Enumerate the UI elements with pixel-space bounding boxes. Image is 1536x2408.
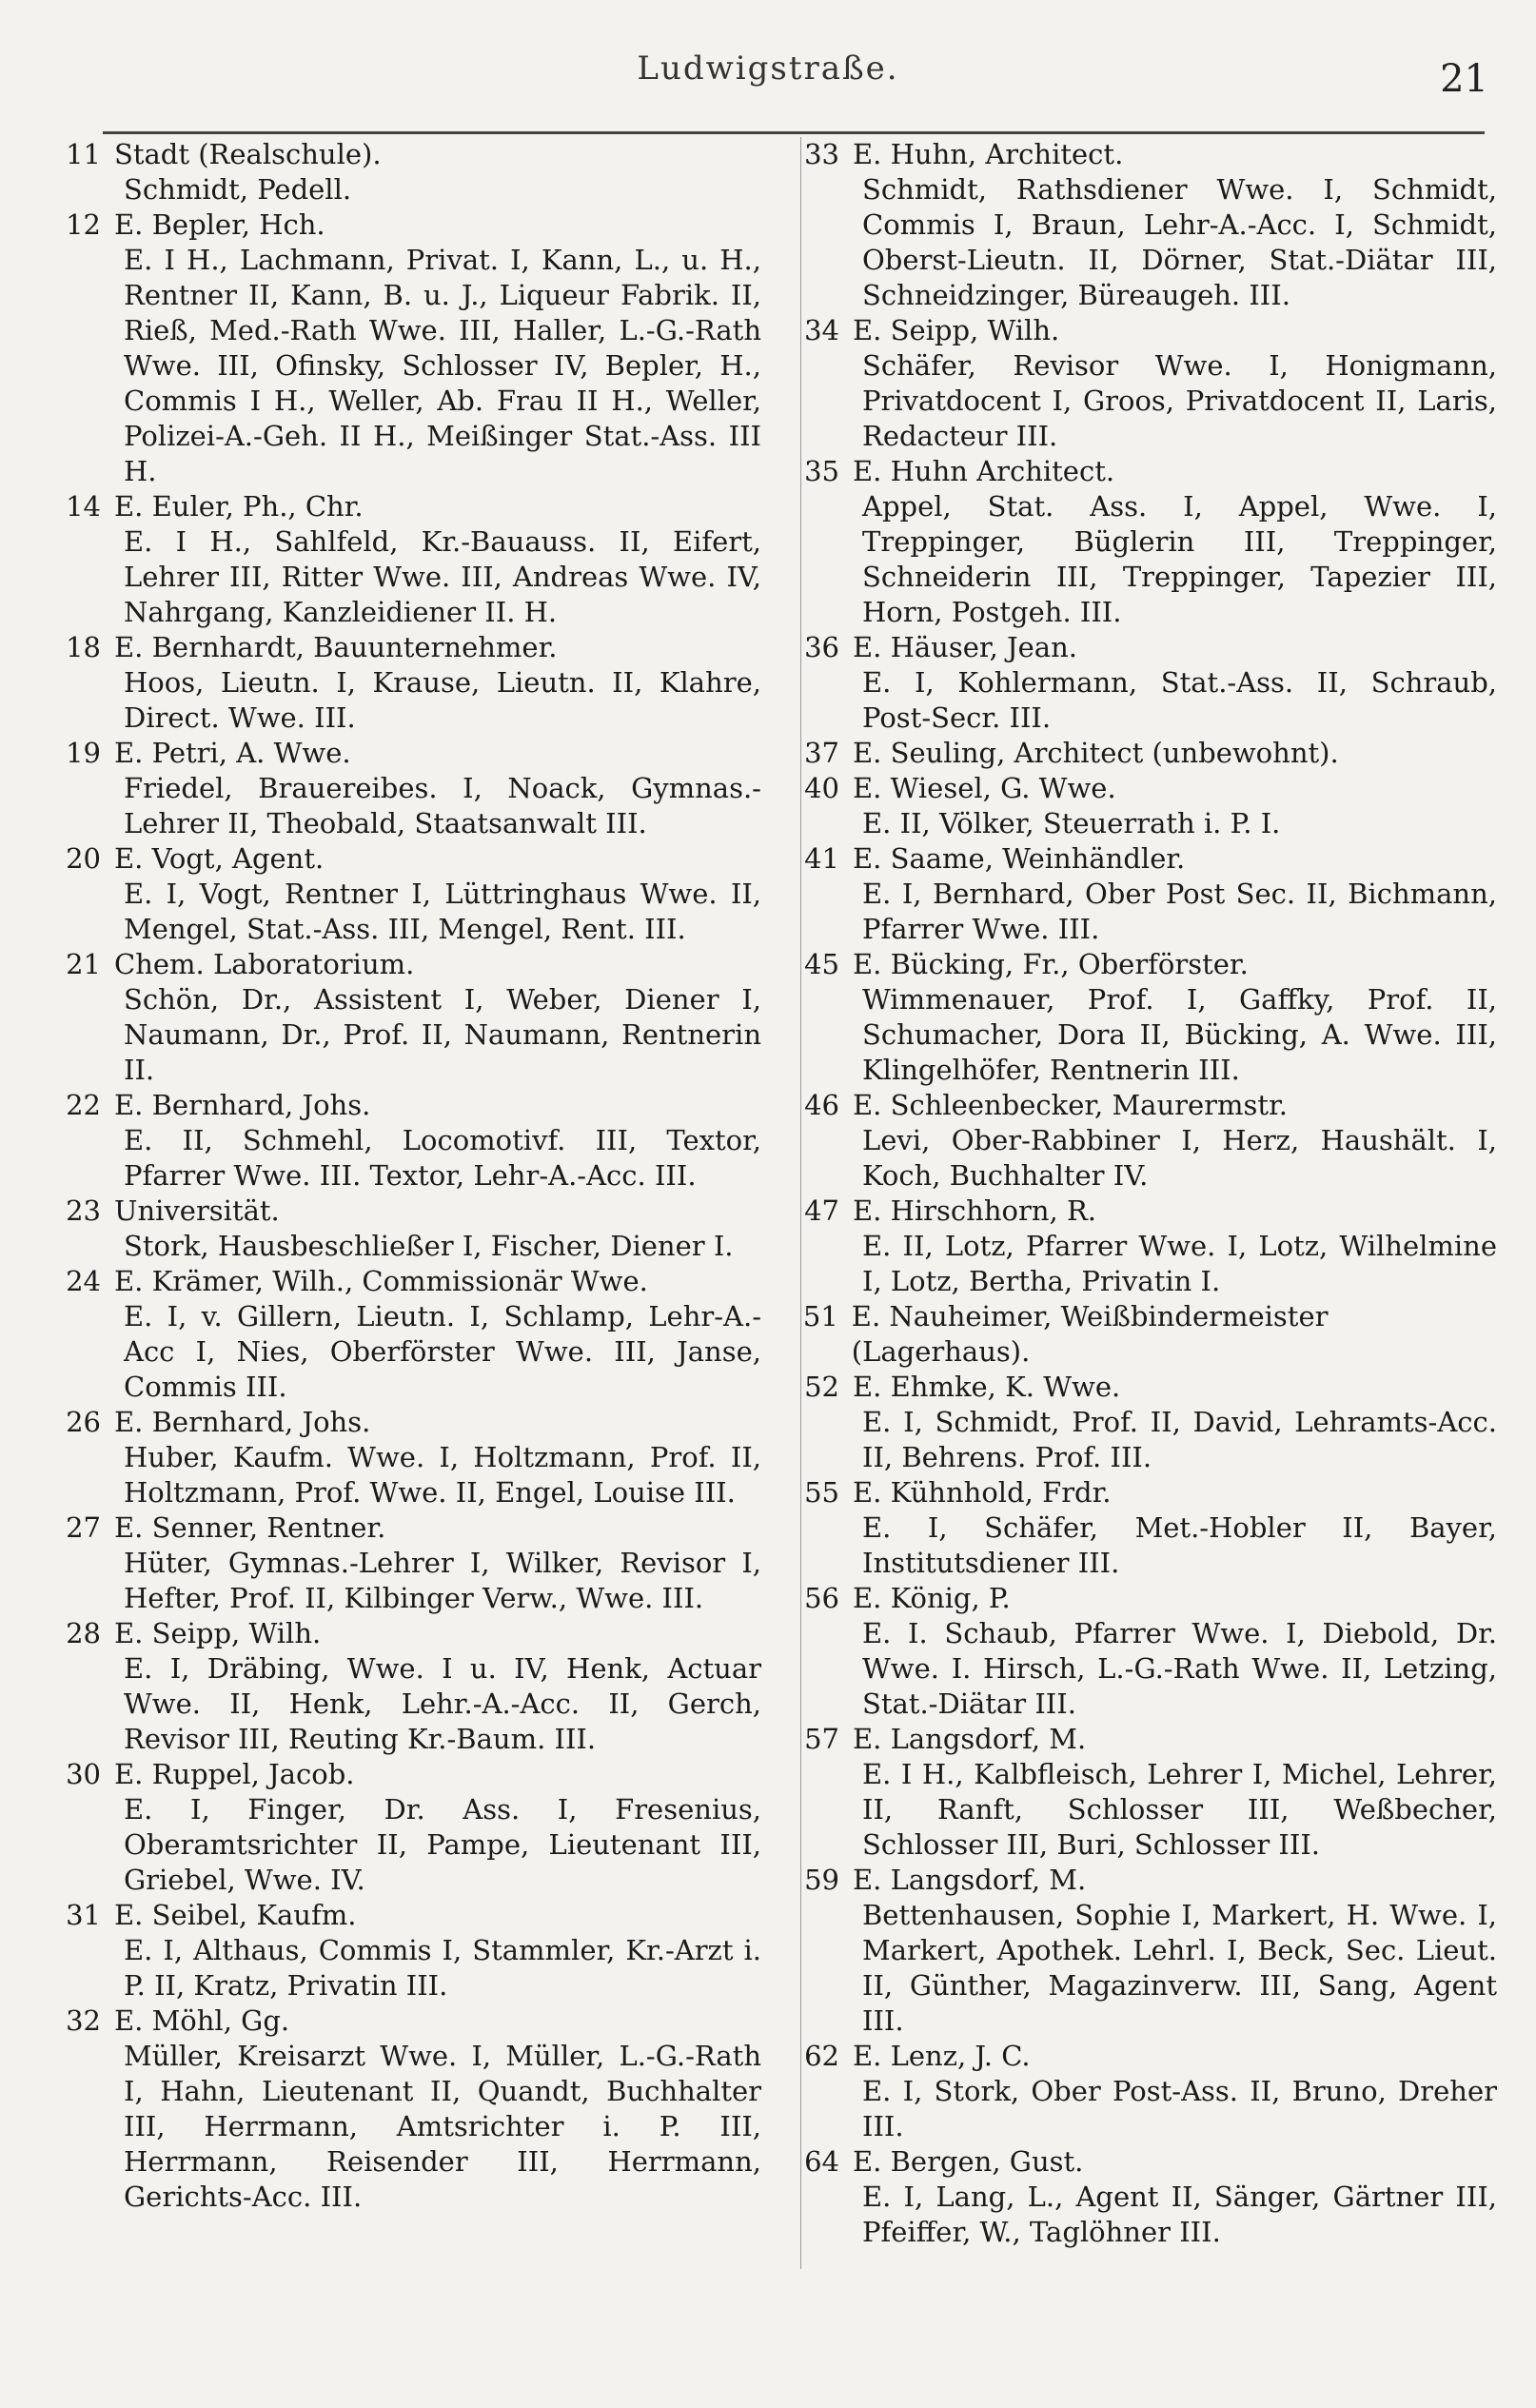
house-number: 18 [66, 631, 101, 663]
entry-header [59, 489, 761, 524]
house-number: 31 [66, 1899, 101, 1931]
address-entry [798, 313, 1497, 454]
tenants-text: E. I, Kohlermann, Stat.-Ass. II, Schraub, Post-Secr. III. [862, 666, 1497, 734]
tenants-text: E. I, Althaus, Commis I, Stammler, Kr.-Arzt i. P. II, Kratz, Privatin III. [124, 1934, 761, 2002]
entry-header [59, 947, 761, 982]
house-number: 19 [66, 737, 101, 769]
owner-line: E. Senner, Rentner. [114, 1511, 386, 1544]
tenants-text: Bettenhausen, Sophie I, Markert, H. Wwe. I, Markert, Apothek. Lehrl. I, Beck, Sec. Lieut. II, Günther, Magazinverw. III, Sang, Agent III. [862, 1899, 1497, 2037]
address-entry [798, 137, 1497, 313]
tenants-text: E. I H., Kalbfleisch, Lehrer I, Michel, Lehrer, II, Ranft, Schlosser III, Weßbecher, Schlosser III, Buri, Schlosser III. [862, 1758, 1497, 1861]
house-number: 47 [804, 1194, 839, 1227]
address-entry [798, 1088, 1497, 1194]
tenants-text: Friedel, Brauereibes. I, Noack, Gymnas.-Lehrer II, Theobald, Staatsanwalt III. [124, 772, 761, 839]
right-column [798, 137, 1497, 2250]
entry-header [798, 1863, 1497, 1898]
house-number: 28 [66, 1617, 101, 1649]
house-number: 35 [804, 455, 839, 487]
house-number: 20 [66, 842, 101, 875]
tenants-text: E. I H., Sahlfeld, Kr.-Bauauss. II, Eifert, Lehrer III, Ritter Wwe. III, Andreas Wwe. IV, Nahrgang, Kanzleidiener II. H. [124, 525, 761, 628]
address-entry [59, 1194, 761, 1264]
address-entry [798, 736, 1497, 771]
house-number: 30 [66, 1758, 101, 1790]
house-number: 12 [66, 208, 101, 241]
entry-header [798, 137, 1497, 172]
address-entry [798, 771, 1497, 841]
address-entry [798, 1722, 1497, 1863]
owner-line: Stadt (Realschule). [114, 138, 382, 170]
entry-header [798, 630, 1497, 665]
house-number: 32 [66, 2004, 101, 2037]
owner-line: E. Euler, Ph., Chr. [114, 490, 364, 523]
owner-line: E. Schleenbecker, Maurermstr. [853, 1089, 1288, 1121]
address-entry [59, 947, 761, 1088]
house-number: 27 [66, 1511, 101, 1544]
owner-line: E. Langsdorf, M. [853, 1723, 1087, 1755]
tenants-text: E. I, Lang, L., Agent II, Sänger, Gärtner III, Pfeiffer, W., Taglöhner III. [862, 2181, 1497, 2248]
owner-line: E. Kühnhold, Frdr. [853, 1476, 1112, 1509]
address-entry [59, 137, 761, 207]
address-entry [59, 736, 761, 841]
tenants-text: E. II, Völker, Steuerrath i. P. I. [862, 807, 1281, 839]
owner-line: E. Lenz, J. C. [853, 2040, 1031, 2072]
entry-header [798, 2144, 1497, 2180]
owner-line: E. Bernhard, Johs. [114, 1089, 371, 1121]
address-entry [798, 1863, 1497, 2039]
house-number: 57 [804, 1723, 839, 1755]
owner-line: E. Ruppel, Jacob. [114, 1758, 355, 1790]
house-number: 45 [804, 948, 839, 980]
entry-header [798, 1194, 1497, 1229]
address-entry [59, 1898, 761, 2003]
running-head: Ludwigstraße. [637, 49, 899, 88]
owner-line: E. Vogt, Agent. [114, 842, 325, 875]
owner-line: E. Nauheimer, Weißbindermeister (Lagerhaus). [851, 1300, 1329, 1368]
house-number: 36 [804, 631, 839, 663]
tenants-text: Müller, Kreisarzt Wwe. I, Müller, L.-G.-Rath I, Hahn, Lieutenant II, Quandt, Buchhalter III, Herrmann, Amtsrichter i. P. III, Herrmann, Reisender III, Herrmann, Gerichts-Acc. III. [124, 2040, 761, 2213]
tenants-text: Schmidt, Rathsdiener Wwe. I, Schmidt, Commis I, Braun, Lehr-A.-Acc. I, Schmidt, Oberst-Lieutn. II, Dörner, Stat.-Diätar III, Schneidzinger, Büreaugeh. III. [862, 173, 1497, 311]
tenants-text: Schäfer, Revisor Wwe. I, Honigmann, Privatdocent I, Groos, Privatdocent II, Laris, Redacteur III. [862, 349, 1497, 452]
tenants-text: Stork, Hausbeschließer I, Fischer, Diener I. [124, 1230, 734, 1262]
address-entry [59, 1616, 761, 1757]
owner-line: E. Bücking, Fr., Oberförster. [853, 948, 1249, 980]
owner-line: E. Hirschhorn, R. [853, 1194, 1097, 1227]
entry-header [59, 1510, 761, 1546]
tenants-text: Appel, Stat. Ass. I, Appel, Wwe. I, Treppinger, Büglerin III, Treppinger, Schneiderin III, Treppinger, Tapezier III, Horn, Postgeh. III. [862, 490, 1497, 628]
owner-line: E. Seipp, Wilh. [853, 314, 1060, 346]
entry-header [798, 736, 1497, 771]
address-entry [798, 454, 1497, 630]
owner-line: Chem. Laboratorium. [114, 948, 415, 980]
entry-header [798, 2039, 1497, 2074]
entry-header [59, 736, 761, 771]
entry-header [798, 1722, 1497, 1757]
entry-header [798, 947, 1497, 982]
house-number: 33 [804, 138, 839, 170]
entry-header [798, 1475, 1497, 1510]
house-number: 52 [804, 1371, 839, 1403]
address-entry [59, 489, 761, 630]
address-entry [59, 207, 761, 489]
house-number: 37 [804, 737, 839, 769]
entry-header [798, 771, 1497, 806]
house-number: 14 [66, 490, 101, 523]
address-entry [59, 841, 761, 947]
tenants-text: E. I, Stork, Ober Post-Ass. II, Bruno, Dreher III. [862, 2075, 1497, 2142]
owner-line: E. Seuling, Architect (unbewohnt). [853, 737, 1339, 769]
address-entry [798, 1370, 1497, 1475]
house-number: 34 [804, 314, 839, 346]
left-column [59, 137, 761, 2215]
address-entry [59, 2003, 761, 2215]
address-entry [59, 1510, 761, 1616]
owner-line: E. König, P. [853, 1582, 1011, 1614]
house-number: 55 [804, 1476, 839, 1509]
address-entry [59, 1264, 761, 1405]
address-entry [798, 630, 1497, 736]
owner-line: E. Saame, Weinhändler. [853, 842, 1186, 875]
house-number: 26 [66, 1406, 101, 1438]
tenants-text: Schön, Dr., Assistent I, Weber, Diener I, Naumann, Dr., Prof. II, Naumann, Rentnerin II. [124, 983, 761, 1086]
owner-line: E. Bepler, Hch. [114, 208, 325, 241]
house-number: 22 [66, 1089, 101, 1121]
owner-line: E. Ehmke, K. Wwe. [853, 1371, 1121, 1403]
house-number: 62 [804, 2040, 839, 2072]
entry-header [59, 2003, 761, 2039]
house-number: 21 [66, 948, 101, 980]
entry-header [59, 1616, 761, 1651]
entry-header [59, 841, 761, 877]
address-entry [798, 1475, 1497, 1581]
owner-line: E. Bernhardt, Bauunternehmer. [114, 631, 558, 663]
entry-header [59, 1898, 761, 1933]
tenants-text: Wimmenauer, Prof. I, Gaffky, Prof. II, Schumacher, Dora II, Bücking, A. Wwe. III, Klingelhöfer, Rentnerin III. [862, 983, 1497, 1086]
tenants-text: E. I. Schaub, Pfarrer Wwe. I, Diebold, Dr. Wwe. I. Hirsch, L.-G.-Rath Wwe. II, Letzing, Stat.-Diätar III. [862, 1617, 1497, 1720]
house-number: 51 [802, 1300, 838, 1332]
address-entry [798, 947, 1497, 1088]
owner-line: E. Seibel, Kaufm. [114, 1899, 357, 1931]
address-entry [59, 1088, 761, 1194]
tenants-text: E. I, Bernhard, Ober Post Sec. II, Bichmann, Pfarrer Wwe. III. [862, 878, 1497, 945]
entry-header [59, 1194, 761, 1229]
address-entry [59, 630, 761, 736]
owner-line: E. Bergen, Gust. [853, 2145, 1084, 2178]
entry-header [798, 1581, 1497, 1616]
entry-header [798, 313, 1497, 348]
tenants-text: E. I, Schmidt, Prof. II, David, Lehramts-Acc. II, Behrens. Prof. III. [862, 1406, 1497, 1473]
tenants-text: E. I, Schäfer, Met.-Hobler II, Bayer, Institutsdiener III. [862, 1511, 1497, 1579]
entry-header [798, 1088, 1497, 1123]
house-number: 56 [804, 1582, 839, 1614]
tenants-text: Hüter, Gymnas.-Lehrer I, Wilker, Revisor I, Hefter, Prof. II, Kilbinger Verw., Wwe. III. [124, 1547, 761, 1614]
entry-header [798, 454, 1497, 489]
address-entry [798, 1581, 1497, 1722]
tenants-text: E. I, v. Gillern, Lieutn. I, Schlamp, Lehr-A.-Acc I, Nies, Oberförster Wwe. III, Janse, Commis III. [124, 1300, 761, 1403]
address-entry [59, 1405, 761, 1510]
owner-line: E. Seipp, Wilh. [114, 1617, 322, 1649]
owner-line: E. Häuser, Jean. [853, 631, 1077, 663]
owner-line: E. Petri, A. Wwe. [114, 737, 351, 769]
header-rule [103, 131, 1485, 134]
page-number: 21 [1440, 57, 1488, 101]
entry-header [59, 207, 761, 243]
address-entry [798, 1299, 1497, 1370]
house-number: 41 [804, 842, 839, 875]
entry-header [798, 841, 1497, 877]
house-number: 64 [804, 2145, 839, 2178]
page-header [0, 38, 1536, 105]
address-entry [798, 1194, 1497, 1299]
tenants-text: E. I, Vogt, Rentner I, Lüttringhaus Wwe. II, Mengel, Stat.-Ass. III, Mengel, Rent. III. [124, 878, 761, 945]
entry-header [59, 1757, 761, 1792]
owner-line: E. Huhn, Architect. [853, 138, 1124, 170]
tenants-text: E. II, Schmehl, Locomotivf. III, Textor, Pfarrer Wwe. III. Textor, Lehr-A.-Acc. III. [124, 1124, 761, 1192]
owner-line: Universität. [114, 1194, 280, 1227]
owner-line: E. Langsdorf, M. [853, 1864, 1087, 1896]
owner-line: E. Huhn Architect. [853, 455, 1115, 487]
address-entry [798, 2039, 1497, 2144]
entry-header [59, 1264, 761, 1299]
tenants-text: E. I, Finger, Dr. Ass. I, Fresenius, Oberamtsrichter II, Pampe, Lieutenant III, Griebel, Wwe. IV. [124, 1793, 761, 1896]
entry-header [59, 630, 761, 665]
address-entry [798, 2144, 1497, 2250]
owner-line: E. Bernhard, Johs. [114, 1406, 371, 1438]
tenants-text: Levi, Ober-Rabbiner I, Herz, Haushält. I, Koch, Buchhalter IV. [862, 1124, 1497, 1192]
tenants-text: E. I, Dräbing, Wwe. I u. IV, Henk, Actuar Wwe. II, Henk, Lehr.-A.-Acc. II, Gerch, Revisor III, Reuting Kr.-Baum. III. [124, 1652, 761, 1755]
entry-header [798, 1299, 1497, 1370]
entry-header [798, 1370, 1497, 1405]
house-number: 11 [66, 138, 101, 170]
house-number: 59 [804, 1864, 839, 1896]
tenants-text: Schmidt, Pedell. [124, 173, 352, 206]
tenants-text: E. I H., Lachmann, Privat. I, Kann, L., u. H., Rentner II, Kann, B. u. J., Liqueur Fabrik. II, Rieß, Med.-Rath Wwe. III, Haller, L.-G.-Rath Wwe. III, Ofinsky, Schlosser IV, Bepler, H., Commis I H., Weller, Ab. Frau II H., Weller, Polizei-A.-Geh. II H., Meißinger Stat.-Ass. III H. [124, 244, 761, 487]
house-number: 24 [66, 1265, 101, 1297]
house-number: 23 [66, 1194, 101, 1227]
entry-header [59, 1088, 761, 1123]
owner-line: E. Wiesel, G. Wwe. [853, 772, 1116, 804]
address-entry [59, 1757, 761, 1898]
tenants-text: Hoos, Lieutn. I, Krause, Lieutn. II, Klahre, Direct. Wwe. III. [124, 666, 761, 734]
house-number: 40 [804, 772, 839, 804]
entry-header [59, 137, 761, 172]
house-number: 46 [804, 1089, 839, 1121]
owner-line: E. Krämer, Wilh., Commissionär Wwe. [114, 1265, 648, 1297]
tenants-text: E. II, Lotz, Pfarrer Wwe. I, Lotz, Wilhelmine I, Lotz, Bertha, Privatin I. [862, 1230, 1497, 1297]
owner-line: E. Möhl, Gg. [114, 2004, 290, 2037]
address-entry [798, 841, 1497, 947]
entry-header [59, 1405, 761, 1440]
tenants-text: Huber, Kaufm. Wwe. I, Holtzmann, Prof. II, Holtzmann, Prof. Wwe. II, Engel, Louise III. [124, 1441, 761, 1509]
